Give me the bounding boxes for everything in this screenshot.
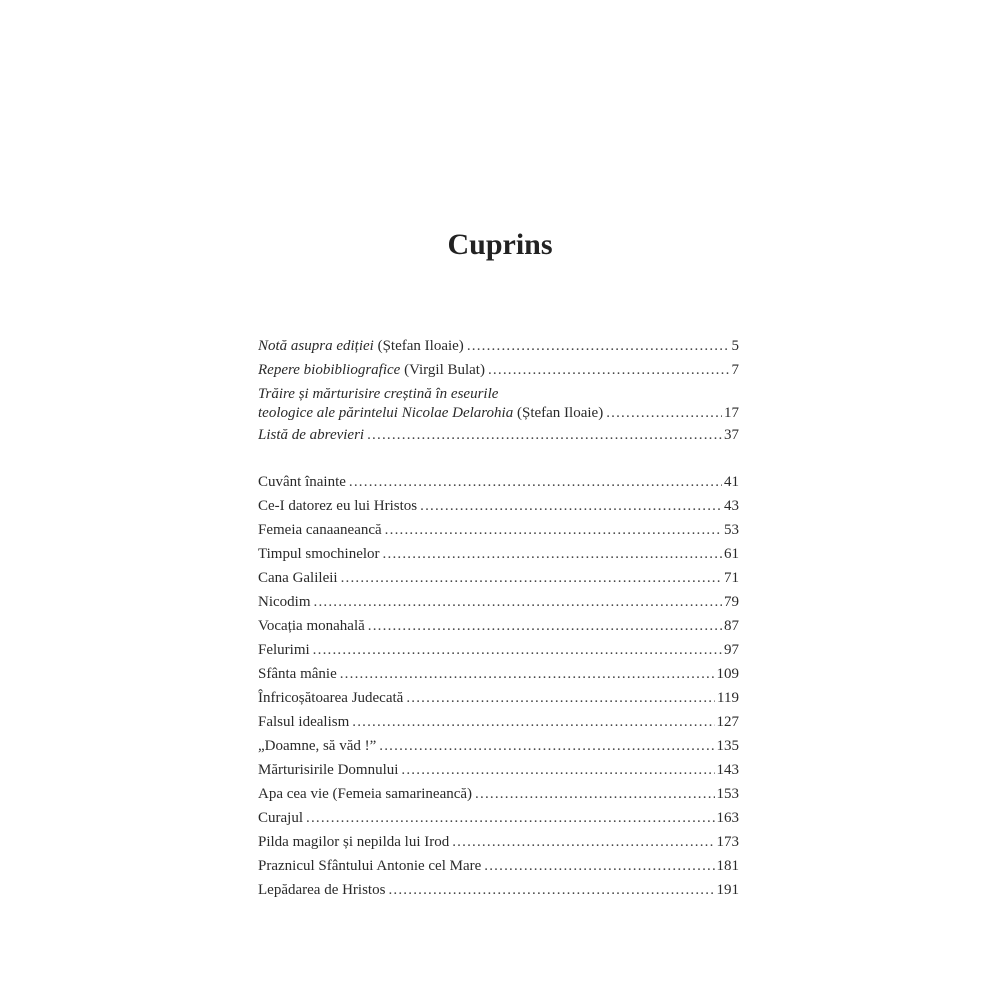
page-title: Cuprins bbox=[447, 228, 553, 261]
toc-entry bbox=[258, 878, 739, 902]
entry-author: (Ștefan Iloaie) bbox=[373, 338, 464, 354]
entry-page-number: 97 bbox=[724, 642, 739, 658]
dot-leader bbox=[488, 358, 730, 382]
chapter-list bbox=[258, 470, 739, 902]
dot-leader bbox=[383, 542, 722, 566]
entry-title-italic: Listă de abrevieri bbox=[258, 427, 365, 443]
entry-title-italic: Repere biobibliografice bbox=[258, 362, 401, 378]
chapter-title: Înfricoșătoarea Judecată bbox=[258, 690, 404, 706]
toc-entry bbox=[258, 782, 739, 806]
dot-leader bbox=[313, 638, 722, 662]
entry-page-number: 61 bbox=[724, 546, 739, 562]
toc-entry bbox=[258, 566, 739, 590]
dot-leader bbox=[306, 806, 715, 830]
toc-entry bbox=[258, 662, 739, 686]
entry-page-number: 163 bbox=[716, 810, 739, 826]
dot-leader bbox=[340, 662, 715, 686]
dot-leader bbox=[606, 403, 722, 423]
chapter-title: Timpul smochinelor bbox=[258, 546, 380, 562]
dot-leader bbox=[385, 518, 722, 542]
toc-entry bbox=[258, 710, 739, 734]
toc-entry bbox=[258, 494, 739, 518]
chapter-title: Ce-I datorez eu lui Hristos bbox=[258, 498, 418, 514]
toc-entry bbox=[258, 423, 739, 447]
chapter-title: Mărturisirile Domnului bbox=[258, 762, 399, 778]
entry-page-number: 37 bbox=[724, 427, 739, 443]
entry-title-italic-line1: Trăire și mărturisire creștină în eseurile bbox=[258, 386, 499, 402]
chapter-title: Sfânta mânie bbox=[258, 666, 337, 682]
chapter-title: Vocația monahală bbox=[258, 618, 365, 634]
dot-leader bbox=[367, 423, 722, 447]
entry-page-number: 153 bbox=[716, 786, 739, 802]
chapter-title: Cuvânt înainte bbox=[258, 474, 346, 490]
entry-page-number: 173 bbox=[716, 834, 739, 850]
dot-leader bbox=[420, 494, 722, 518]
toc-entry bbox=[258, 614, 739, 638]
entry-title-italic: teologice ale părintelui Nicolae Delarohia bbox=[258, 405, 514, 421]
toc-entry bbox=[258, 385, 739, 423]
chapter-title: Lepădarea de Hristos bbox=[258, 882, 386, 898]
chapter-title: Femeia canaaneancă bbox=[258, 522, 382, 538]
entry-page-number: 181 bbox=[716, 858, 739, 874]
entry-page-number: 87 bbox=[724, 618, 739, 634]
toc-entry bbox=[258, 638, 739, 662]
dot-leader bbox=[401, 758, 714, 782]
entry-page-number: 119 bbox=[717, 690, 739, 706]
chapter-title: Nicodim bbox=[258, 594, 311, 610]
toc-entry bbox=[258, 854, 739, 878]
toc-entry bbox=[258, 734, 739, 758]
entry-author: (Virgil Bulat) bbox=[400, 362, 485, 378]
entry-page-number: 71 bbox=[724, 570, 739, 586]
toc-entry bbox=[258, 758, 739, 782]
toc-entry bbox=[258, 518, 739, 542]
entry-page-number: 127 bbox=[716, 714, 739, 730]
chapter-title: Curajul bbox=[258, 810, 303, 826]
chapter-title: Praznicul Sfântului Antonie cel Mare bbox=[258, 858, 482, 874]
entry-page-number: 143 bbox=[716, 762, 739, 778]
entry-title-italic: Notă asupra ediției bbox=[258, 338, 374, 354]
entry-page-number: 191 bbox=[716, 882, 739, 898]
front-matter-list bbox=[258, 334, 739, 447]
entry-page-number: 135 bbox=[716, 738, 739, 754]
dot-leader bbox=[341, 566, 722, 590]
dot-leader bbox=[388, 878, 714, 902]
chapter-title: Cana Galileii bbox=[258, 570, 338, 586]
toc-entry bbox=[258, 806, 739, 830]
chapter-title: „Doamne, să văd !” bbox=[258, 738, 377, 754]
dot-leader bbox=[368, 614, 722, 638]
chapter-title: Felurimi bbox=[258, 642, 310, 658]
dot-leader bbox=[352, 710, 714, 734]
entry-page-number: 53 bbox=[724, 522, 739, 538]
entry-author: (Ștefan Iloaie) bbox=[513, 405, 604, 421]
dot-leader bbox=[484, 854, 714, 878]
toc-entry bbox=[258, 358, 739, 382]
entry-page-number: 5 bbox=[731, 338, 739, 354]
entry-page-number: 79 bbox=[724, 594, 739, 610]
entry-page-number: 43 bbox=[724, 498, 739, 514]
dot-leader bbox=[314, 590, 723, 614]
dot-leader bbox=[379, 734, 714, 758]
toc-entry bbox=[258, 470, 739, 494]
dot-leader bbox=[452, 830, 714, 854]
entry-page-number: 17 bbox=[724, 405, 739, 421]
chapter-title: Apa cea vie (Femeia samarineancă) bbox=[258, 786, 473, 802]
dot-leader bbox=[349, 470, 722, 494]
chapter-title: Pilda magilor și nepilda lui Irod bbox=[258, 834, 450, 850]
toc-entry bbox=[258, 334, 739, 358]
entry-page-number: 109 bbox=[716, 666, 739, 682]
entry-page-number: 41 bbox=[724, 474, 739, 490]
toc-entry bbox=[258, 686, 739, 710]
dot-leader bbox=[406, 686, 715, 710]
toc-entry bbox=[258, 830, 739, 854]
toc-entry bbox=[258, 542, 739, 566]
dot-leader bbox=[475, 782, 714, 806]
toc-entry bbox=[258, 590, 739, 614]
chapter-title: Falsul idealism bbox=[258, 714, 350, 730]
entry-page-number: 7 bbox=[731, 362, 739, 378]
dot-leader bbox=[467, 334, 730, 358]
